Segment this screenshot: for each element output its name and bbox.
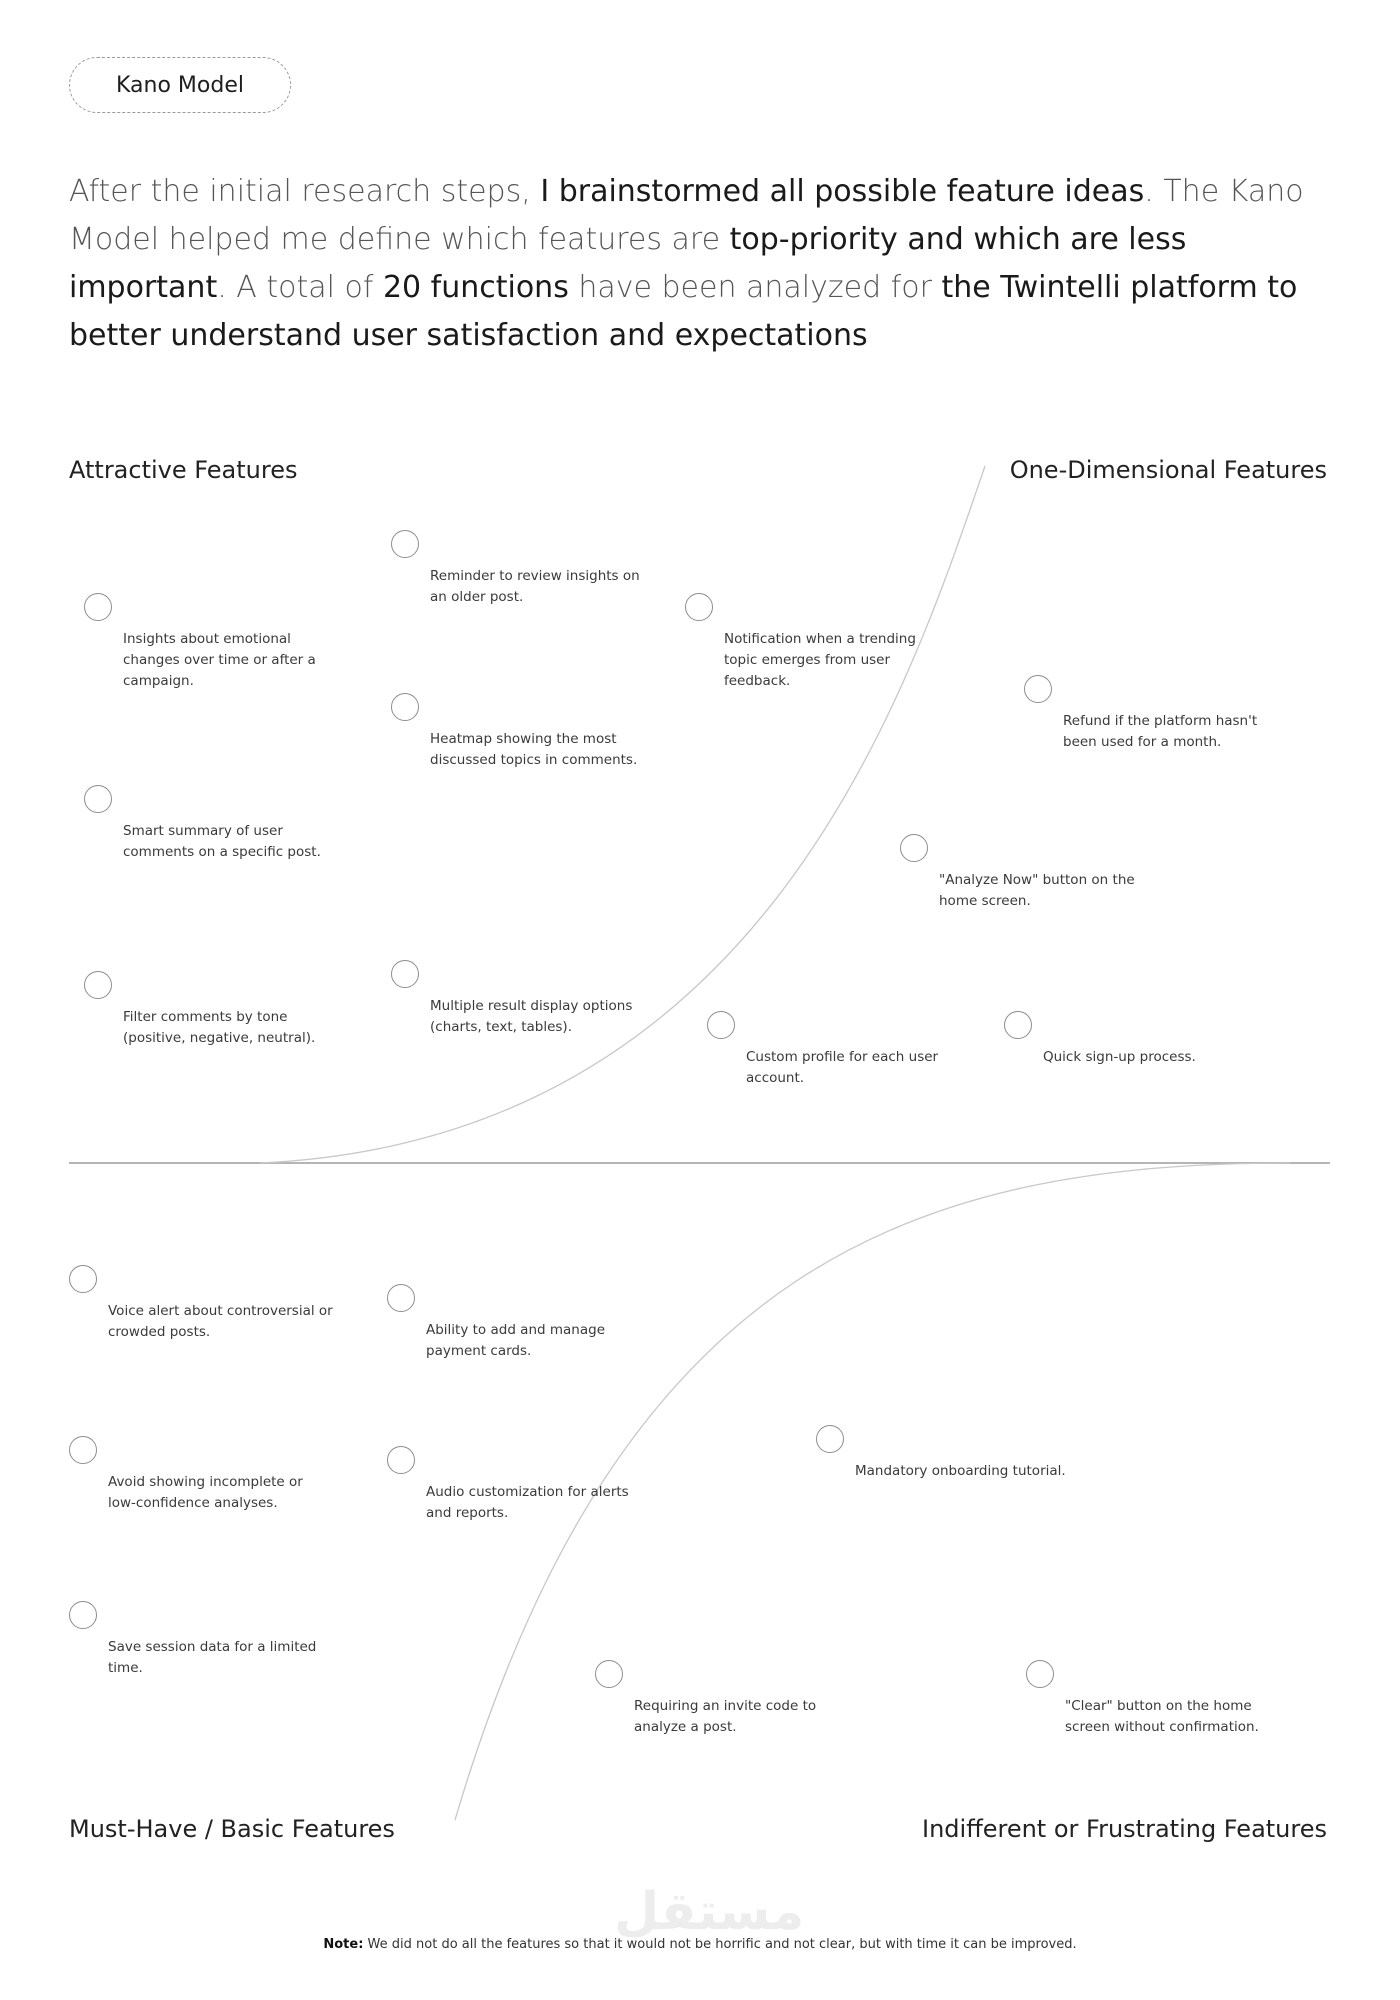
- feature-text: Smart summary of user comments on a specific post.: [123, 823, 321, 860]
- feature-circle: [1024, 675, 1052, 703]
- feature-text: Audio customization for alerts and reports.: [426, 1484, 629, 1521]
- feature-circle: [69, 1436, 97, 1464]
- feature-text: Voice alert about controversial or crowded posts.: [108, 1303, 333, 1340]
- intro-highlight: the Twintelli platform to better understand user satisfaction and expectations: [69, 270, 1298, 353]
- feature-text: Reminder to review insights on an older post.: [430, 568, 640, 605]
- feature-circle: [69, 1265, 97, 1293]
- feature-text: Avoid showing incomplete or low-confidence analyses.: [108, 1474, 303, 1511]
- feature-circle: [391, 960, 419, 988]
- feature-circle: [1026, 1660, 1054, 1688]
- feature-circle: [84, 785, 112, 813]
- feature-circle: [387, 1284, 415, 1312]
- feature-circle: [69, 1601, 97, 1629]
- feature-text: "Analyze Now" button on the home screen.: [939, 872, 1135, 909]
- footnote: [0, 1937, 1400, 1952]
- footnote-label: Note:: [323, 1937, 364, 1952]
- feature-circle: [1004, 1011, 1032, 1039]
- feature-text: Notification when a trending topic emerges from user feedback.: [724, 631, 916, 689]
- feature-circle: [707, 1011, 735, 1039]
- intro-highlight: I brainstormed all possible feature ideas: [540, 174, 1145, 209]
- feature-circle: [595, 1660, 623, 1688]
- footnote-text: We did not do all the features so that it would not be horrific and not clear, but with time it can be improved.: [363, 1937, 1077, 1952]
- feature-text: Ability to add and manage payment cards.: [426, 1322, 605, 1359]
- intro-text: After the initial research steps,: [69, 174, 541, 209]
- feature-text: "Clear" button on the home screen without confirmation.: [1065, 1698, 1259, 1735]
- feature-text: Refund if the platform hasn't been used for a month.: [1063, 713, 1258, 750]
- feature-circle: [387, 1446, 415, 1474]
- feature-circle: [84, 593, 112, 621]
- feature-circle: [391, 693, 419, 721]
- quadrant-label-must-have: Must-Have / Basic Features: [69, 1815, 395, 1843]
- feature-text: Multiple result display options (charts, text, tables).: [430, 998, 633, 1035]
- feature-circle: [391, 530, 419, 558]
- feature-text: Filter comments by tone (positive, negative, neutral).: [123, 1009, 316, 1046]
- quadrant-label-indifferent: Indifferent or Frustrating Features: [922, 1815, 1327, 1843]
- intro-highlight: 20 functions: [382, 270, 569, 305]
- feature-text: Mandatory onboarding tutorial.: [855, 1463, 1066, 1479]
- intro-highlight: top-priority and which are less important: [69, 222, 1187, 305]
- feature-text: Save session data for a limited time.: [108, 1639, 317, 1676]
- intro-text: . The Kano Model helped me define which features are: [69, 174, 1304, 257]
- quadrant-label-attractive: Attractive Features: [69, 456, 298, 484]
- feature-text: Insights about emotional changes over time or after a campaign.: [123, 631, 316, 689]
- feature-circle: [900, 834, 928, 862]
- section-label: Kano Model: [116, 72, 244, 98]
- intro-text: have been analyzed for: [568, 270, 942, 305]
- feature-circle: [816, 1425, 844, 1453]
- quadrant-label-one-dimensional: One-Dimensional Features: [1009, 456, 1327, 484]
- feature-text: Custom profile for each user account.: [746, 1049, 939, 1086]
- feature-text: Heatmap showing the most discussed topics in comments.: [430, 731, 638, 768]
- feature-circle: [84, 971, 112, 999]
- watermark-logo: مستقل: [614, 1882, 805, 1942]
- feature-text: Requiring an invite code to analyze a post.: [634, 1698, 817, 1735]
- intro-text: . A total of: [217, 270, 383, 305]
- feature-circle: [685, 593, 713, 621]
- feature-text: Quick sign-up process.: [1043, 1049, 1196, 1065]
